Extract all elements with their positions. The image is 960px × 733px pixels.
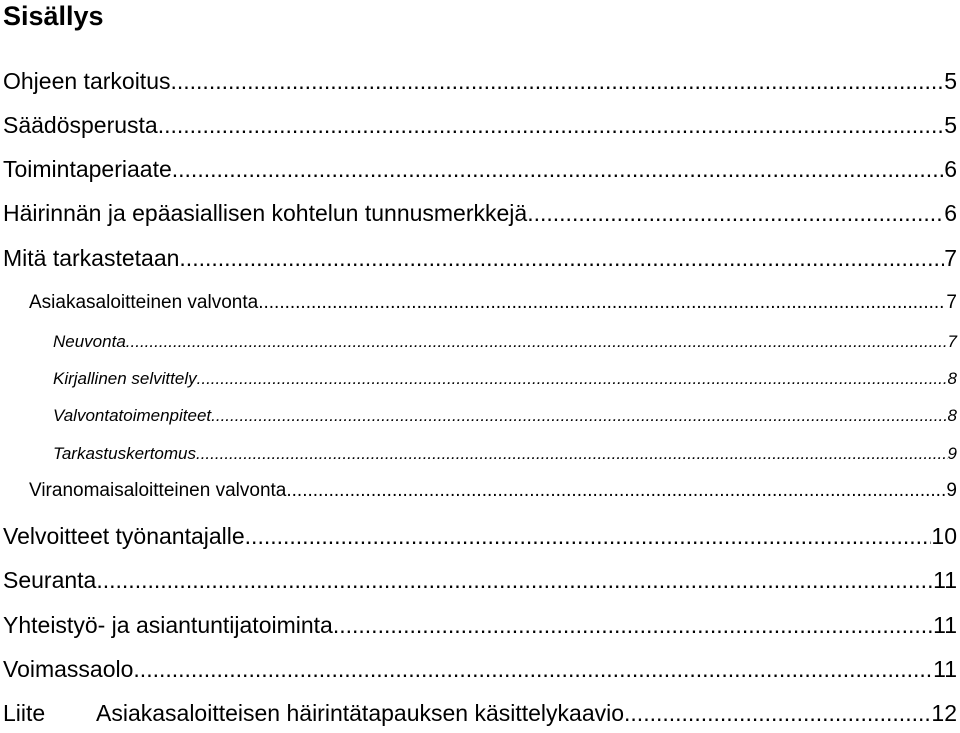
dot-leader: [170, 65, 944, 97]
toc-entry[interactable]: [3, 520, 957, 552]
toc-entry[interactable]: [3, 242, 957, 274]
toc-entry-page: 10: [931, 523, 957, 549]
dot-leader: [158, 109, 944, 141]
dot-leader: [333, 609, 933, 641]
toc-entry-page: 9: [947, 444, 957, 463]
toc-entry-label: Neuvonta: [53, 332, 126, 351]
dot-leader: [172, 153, 944, 185]
toc-entry-page: 11: [933, 656, 957, 682]
appendix-prefix: Liite: [3, 700, 46, 726]
toc-entry[interactable]: [53, 329, 957, 355]
dot-leader: [286, 477, 946, 505]
dot-leader: [126, 329, 948, 355]
toc-entry-page: 6: [944, 200, 957, 226]
toc-entry-label: Seuranta: [3, 567, 97, 593]
dot-leader: [197, 366, 948, 392]
toc-entry-page: 5: [944, 68, 957, 94]
toc-entry[interactable]: [53, 441, 957, 467]
toc-entry-label: Tarkastuskertomus: [53, 444, 196, 463]
toc-entry[interactable]: [3, 564, 957, 596]
toc-entry-page: 7: [947, 332, 957, 351]
toc-entry[interactable]: [53, 403, 957, 429]
toc-entry[interactable]: [3, 653, 957, 685]
toc-entry-page: 9: [946, 480, 957, 501]
toc-entry[interactable]: [3, 109, 957, 141]
toc-entry-label: Säädösperusta: [3, 112, 158, 138]
dot-leader: [179, 242, 944, 274]
toc-entry[interactable]: [53, 366, 957, 392]
toc-entry[interactable]: [29, 289, 957, 317]
dot-leader: [258, 289, 946, 317]
toc-entry-page: 11: [933, 567, 957, 593]
toc-entry-page: 7: [944, 245, 957, 271]
toc-entry-label: Velvoitteet työnantajalle: [3, 523, 245, 549]
toc-appendix-entry[interactable]: [3, 697, 957, 729]
toc-entry-label: Mitä tarkastetaan: [3, 245, 180, 271]
toc-entry-label: Valvontatoimenpiteet: [53, 406, 212, 425]
dot-leader: [245, 520, 932, 552]
toc-entry-label: Voimassaolo: [3, 656, 134, 682]
toc-entry[interactable]: [3, 153, 957, 185]
toc-entry[interactable]: [3, 65, 957, 97]
toc-entry[interactable]: [3, 197, 957, 229]
toc-entry-label: Viranomaisaloitteinen valvonta: [29, 480, 287, 501]
dot-leader: [624, 697, 931, 729]
toc-entry-label: Asiakasaloitteinen valvonta: [29, 292, 259, 313]
dot-leader: [211, 403, 947, 429]
toc-entry-page: 12: [931, 700, 957, 726]
dot-leader: [527, 197, 944, 229]
dot-leader: [96, 564, 933, 596]
toc-entry-label: Toimintaperiaate: [3, 156, 172, 182]
toc-entry[interactable]: [29, 477, 957, 505]
toc-entry-label: Häirinnän ja epäasiallisen kohtelun tunnusmerkkejä: [3, 200, 528, 226]
toc-entry-label: Yhteistyö- ja asiantuntijatoiminta: [3, 612, 333, 638]
toc-entry-label: Kirjallinen selvittely: [53, 369, 197, 388]
toc-entry-page: 8: [947, 369, 957, 388]
toc-entry[interactable]: [3, 609, 957, 641]
toc-entry-label: Ohjeen tarkoitus: [3, 68, 171, 94]
toc-entry-label: Asiakasaloitteisen häirintätapauksen käsittelykaavio: [96, 700, 625, 726]
toc-entry-page: 6: [944, 156, 957, 182]
dot-leader: [133, 653, 933, 685]
toc-entry-page: 11: [933, 612, 957, 638]
dot-leader: [196, 441, 948, 467]
toc-entry-page: 8: [947, 406, 957, 425]
page-title: Sisällys: [3, 1, 104, 31]
toc-entry-page: 7: [946, 292, 957, 313]
toc-entry-page: 5: [944, 112, 957, 138]
